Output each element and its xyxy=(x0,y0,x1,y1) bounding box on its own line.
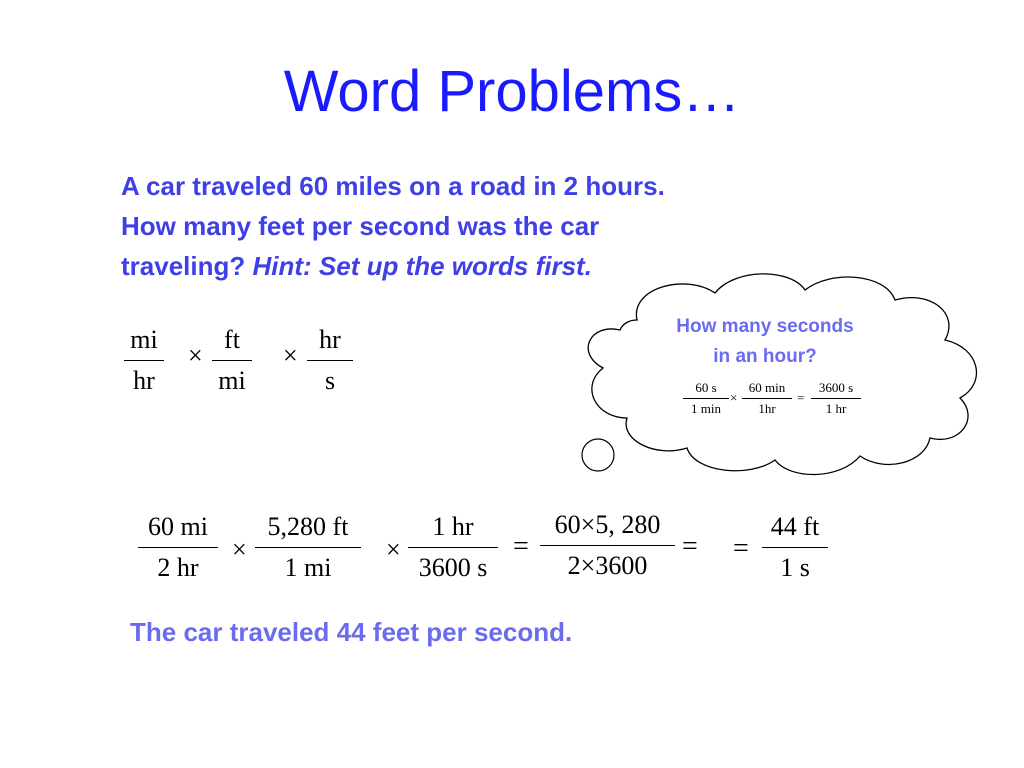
fraction-denominator: 3600 s xyxy=(418,553,488,582)
solution-fraction-44ft-per-s xyxy=(762,507,828,588)
fraction-numerator: 60×5, 280 xyxy=(554,510,661,539)
answer-statement: The car traveled 44 feet per second. xyxy=(130,617,573,647)
solution-fraction-product xyxy=(540,505,675,586)
setup-times-sign-2: × xyxy=(283,341,298,370)
cloud-times-sign: × xyxy=(730,390,738,405)
problem-line-1: A car traveled 60 miles on a road in 2 hours. xyxy=(121,171,665,201)
fraction-denominator: 1 hr xyxy=(825,401,847,416)
setup-fraction-ft-per-mi xyxy=(212,320,252,401)
fraction-numerator: 44 ft xyxy=(770,512,820,541)
cloud-equals-sign: = xyxy=(797,390,805,405)
problem-line-3-text: traveling? xyxy=(121,251,253,281)
fraction-denominator: s xyxy=(324,366,336,395)
solution-fraction-1hr-per-3600s xyxy=(408,507,498,588)
fraction-numerator: 3600 s xyxy=(818,380,854,395)
fraction-denominator: 2 hr xyxy=(157,553,199,582)
problem-hint: Hint: Set up the words first. xyxy=(252,251,592,281)
solution-fraction-60mi-per-2hr xyxy=(138,507,218,588)
fraction-denominator: 1hr xyxy=(758,401,776,416)
cloud-outline xyxy=(588,274,976,475)
fraction-denominator: hr xyxy=(133,366,155,395)
fraction-numerator: 1 hr xyxy=(432,512,474,541)
fraction-denominator: 2×3600 xyxy=(567,551,648,580)
setup-times-sign-1: × xyxy=(188,341,203,370)
cloud-fraction-3600s-per-hr xyxy=(811,378,861,419)
thought-bubble-large xyxy=(582,439,614,471)
fraction-numerator: 5,280 ft xyxy=(267,512,349,541)
solution-times-sign-1: × xyxy=(232,535,247,564)
fraction-numerator: hr xyxy=(319,325,341,354)
fraction-numerator: 60 s xyxy=(695,380,717,395)
solution-equals-sign-2: = xyxy=(682,531,698,562)
cloud-fraction-60min-per-hr xyxy=(742,378,792,419)
fraction-denominator: mi xyxy=(218,366,246,395)
problem-line-2: How many feet per second was the car xyxy=(121,211,600,241)
cloud-fraction-60s-per-min xyxy=(683,378,729,419)
solution-fraction-5280ft-per-mi xyxy=(255,507,361,588)
setup-fraction-mi-per-hr xyxy=(124,320,164,401)
fraction-numerator: 60 mi xyxy=(148,512,208,541)
fraction-numerator: 60 min xyxy=(748,380,786,395)
solution-equals-sign-1: = xyxy=(513,531,529,562)
solution-equals-sign-3: = xyxy=(733,533,749,564)
fraction-numerator: mi xyxy=(130,325,158,354)
setup-fraction-hr-per-s xyxy=(307,320,353,401)
fraction-denominator: 1 mi xyxy=(284,553,332,582)
slide-title: Word Problems… xyxy=(283,59,741,124)
cloud-question-line-1: How many seconds xyxy=(676,316,854,337)
fraction-denominator: 1 s xyxy=(780,553,810,582)
cloud-question xyxy=(635,312,895,372)
solution-times-sign-2: × xyxy=(386,535,401,564)
fraction-numerator: ft xyxy=(224,325,240,354)
fraction-denominator: 1 min xyxy=(691,401,721,416)
cloud-question-line-2: in an hour? xyxy=(713,346,817,367)
